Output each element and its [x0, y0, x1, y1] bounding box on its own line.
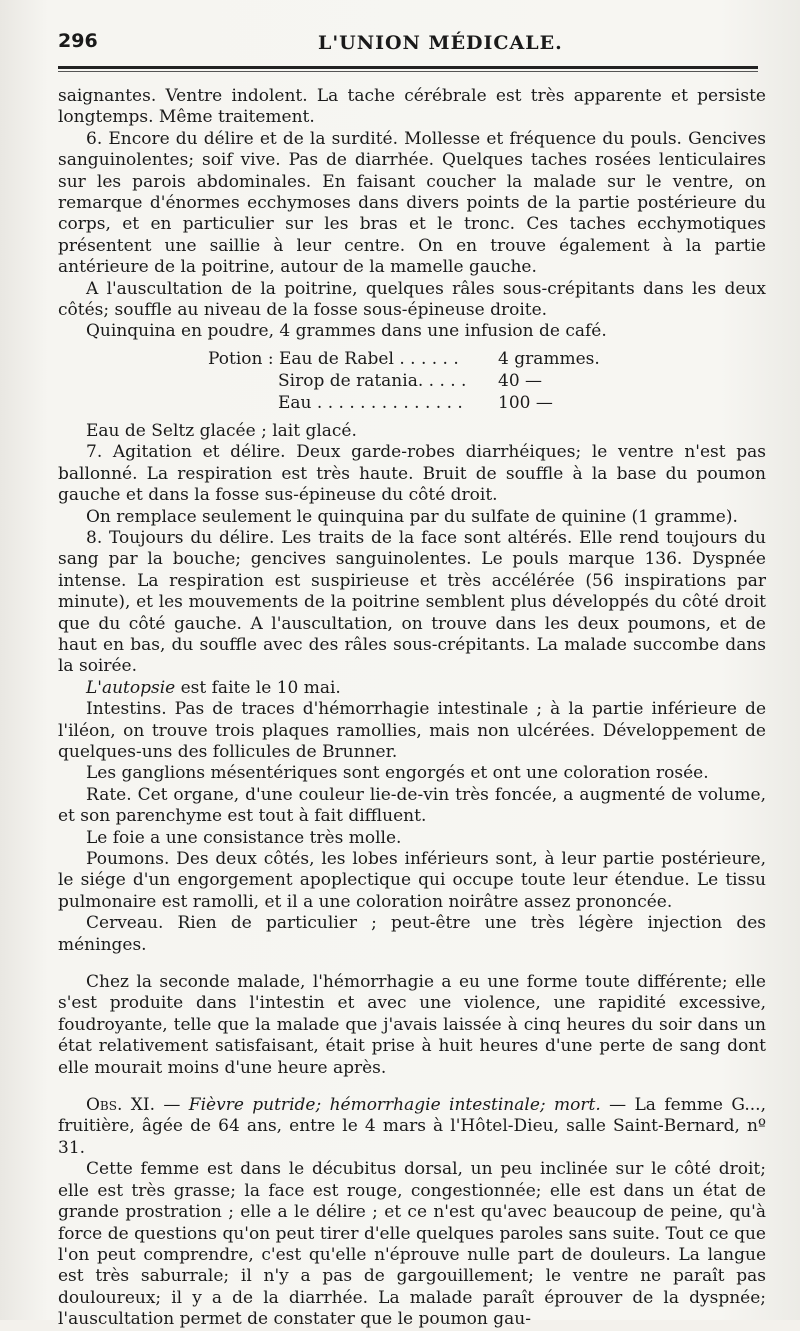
observation-heading	[58, 1095, 766, 1159]
paragraph: saignantes. Ventre indolent. La tache cérébrale est très apparente et persiste longtemps. Même traitement.	[58, 86, 766, 128]
header-rule	[58, 66, 758, 72]
observation-label: Obs. XI. —	[86, 1095, 181, 1116]
prescription-amount: 40 —	[498, 370, 543, 391]
prescription-amount: 100 —	[498, 392, 553, 413]
page-number: 296	[58, 30, 98, 52]
prescription-label: Sirop de ratania. . . . .	[278, 370, 467, 391]
prescription-row	[208, 393, 648, 415]
section-gap	[58, 956, 766, 972]
paragraph: Les ganglions mésentériques sont engorgés et ont une coloration rosée.	[86, 763, 709, 784]
autopsy-heading	[58, 678, 766, 699]
paragraph: 8. Toujours du délire. Les traits de la face sont altérés. Elle rend toujours du sang par la bouche; gencives sanguinolentes. Le pouls marque 136. Dyspnée intense. La respiration est suspirieuse et très accélérée (56 inspirations par minute), et les mouvements de la poitrine semblent plus développés du côté droit que du côté gauche. A l'auscultation, on trouve dans les deux poumons, et de haut en bas, du souffle avec des râles sous-crépitants. La malade succombe dans la soirée.	[58, 527, 766, 677]
prescription-row	[208, 371, 648, 393]
paragraph: 7. Agitation et délire. Deux garde-robes diarrhéiques; le ventre n'est pas ballonné. La respiration est très haute. Bruit de souffle à la base du poumon gauche et dans la fosse sus-épineuse du côté droit.	[58, 442, 766, 506]
page-body	[58, 86, 766, 1331]
prescription-row	[208, 349, 648, 371]
paragraph: Le foie a une consistance très molle.	[86, 827, 402, 848]
observation-rest: — La femme G..., fruitière, âgée de 64 ans, entre le 4 mars à l'Hôtel-Dieu, salle Saint-Bernard, nº 31.	[58, 1095, 766, 1158]
paragraph: On remplace seulement le quinquina par du sulfate de quinine (1 gramme).	[86, 506, 738, 527]
paragraph: Cerveau. Rien de particulier ; peut-être une très légère injection des méninges.	[58, 913, 766, 955]
paragraph: Quinquina en poudre, 4 grammes dans une infusion de café.	[86, 321, 607, 342]
page-header	[58, 30, 764, 60]
paragraph: Chez la seconde malade, l'hémorrhagie a eu une forme toute différente; elle s'est produite dans l'intestin et avec une violence, une rapidité excessive, foudroyante, telle que la malade que j'avais laissée à cinq heures du soir dans un état relativement satisfaisant, était prise à huit heures d'une perte de sang dont elle mourait moins d'une heure après.	[58, 972, 766, 1078]
paragraph: Cette femme est dans le décubitus dorsal, un peu inclinée sur le côté droit; elle est très grasse; la face est rouge, congestionnée; elle est dans un état de grande prostration ; elle a le délire ; et ce n'est qu'avec beaucoup de peine, qu'à force de questions qu'on peut tirer d'elle quelques paroles sans suite. Tout ce que l'on peut comprendre, c'est qu'elle n'éprouve nulle part de douleurs. La langue est très saburrale; il n'y a pas de gargouillement; le ventre ne paraît pas douloureux; il y a de la diarrhée. La malade paraît éprouver de la dyspnée; l'auscultation permet de constater que le poumon gau-	[58, 1159, 766, 1330]
paragraph: Poumons. Des deux côtés, les lobes inférieurs sont, à leur partie postérieure, le siége d'un engorgement apoplectique qui occupe toute leur étendue. Le tissu pulmonaire est ramolli, et il a une coloration noirâtre assez prononcée.	[58, 849, 766, 912]
prescription-table	[208, 349, 648, 415]
running-title: L'UNION MÉDICALE.	[318, 32, 563, 54]
autopsy-italic: L'autopsie	[86, 677, 176, 698]
prescription-label: Potion : Eau de Rabel . . . . . .	[208, 348, 459, 369]
prescription-label: Eau . . . . . . . . . . . . . .	[278, 392, 463, 413]
paragraph: A l'auscultation de la poitrine, quelques râles sous-crépitants dans les deux côtés; souffle au niveau de la fosse sous-épineuse droite.	[58, 278, 766, 321]
paragraph: Eau de Seltz glacée ; lait glacé.	[86, 420, 357, 441]
prescription-amount: 4 grammes.	[498, 348, 600, 369]
autopsy-rest: est faite le 10 mai.	[175, 677, 341, 698]
paragraph: Rate. Cet organe, d'une couleur lie-de-vin très foncée, a augmenté de volume, et son parenchyme est tout à fait diffluent.	[58, 784, 766, 827]
paragraph: Intestins. Pas de traces d'hémorrhagie intestinale ; à la partie inférieure de l'iléon, on trouve trois plaques ramollies, mais non ulcérées. Développement de quelques-uns des follicules de Brunner.	[58, 699, 766, 762]
observation-title: Fièvre putride; hémorrhagie intestinale; mort.	[188, 1095, 601, 1116]
section-gap	[58, 1079, 766, 1095]
paragraph: 6. Encore du délire et de la surdité. Mollesse et fréquence du pouls. Gencives sanguinolentes; soif vive. Pas de diarrhée. Quelques taches rosées lenticulaires sur les parois abdominales. En faisant coucher la malade sur le ventre, on remarque d'énormes ecchymoses dans divers points de la partie postérieure du corps, et en particulier sur les bras et le tronc. Ces taches ecchymotiques présentent une saillie à leur centre. On en trouve également à la partie antérieure de la poitrine, autour de la mamelle gauche.	[58, 128, 766, 278]
